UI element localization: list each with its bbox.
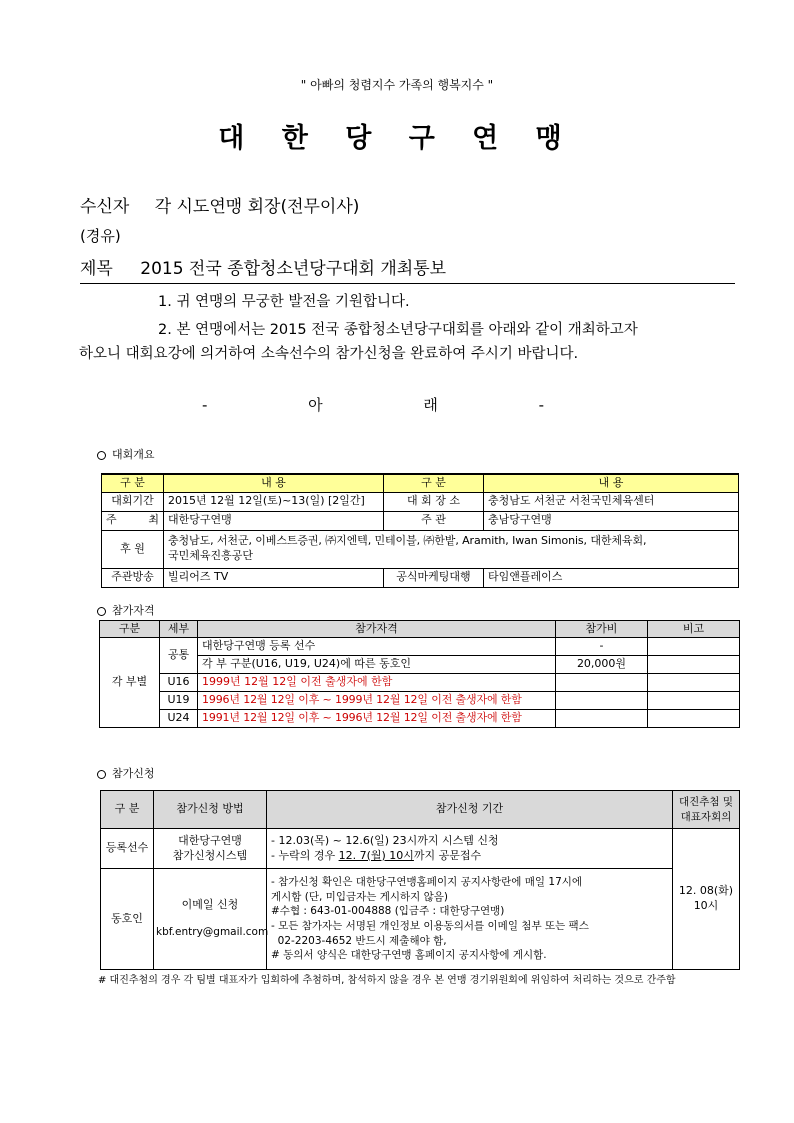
overview-section-label xyxy=(97,446,155,462)
amateur-line-4: - 모든 참가자는 서명된 개인정보 이용동의서를 이메일 첨부 또는 팩스 xyxy=(271,920,589,932)
application-header-period: 참가신청 기간 xyxy=(267,791,673,829)
eligibility-label: 참가자격 xyxy=(112,604,155,617)
common-row-1-note xyxy=(648,638,740,656)
u19-note xyxy=(648,692,740,710)
common-row-1-fee: - xyxy=(556,638,648,656)
circle-bullet-icon xyxy=(97,770,106,779)
sponsor-line-2: 국민체육진흥공단 xyxy=(168,549,254,562)
application-section-label xyxy=(97,765,155,781)
u24-qualification: 1991년 12월 12일 이후 ~ 1996년 12월 12일 이전 출생자에 한함 xyxy=(198,710,556,728)
subject-line xyxy=(80,254,735,284)
eligibility-header-fee: 참가비 xyxy=(556,621,648,638)
overview-label: 대회개요 xyxy=(112,448,155,461)
paragraph-1: 1. 귀 연맹의 무궁한 발전을 기원합니다. xyxy=(158,294,410,310)
registered-period-line-1: - 12.03(목) ~ 12.6(일) 23시까지 시스템 신청 xyxy=(271,833,499,847)
amateur-line-6: # 동의서 양식은 대한당구연맹 홈페이지 공지사항에 게시함. xyxy=(271,949,547,962)
registered-method xyxy=(154,829,267,869)
common-row-2-fee: 20,000원 xyxy=(556,656,648,674)
u19-label: U19 xyxy=(160,692,198,710)
via-line: (경유) xyxy=(80,227,121,245)
marketing-value: 타임앤플레이스 xyxy=(484,568,739,587)
u16-label: U16 xyxy=(160,674,198,692)
amateur-period xyxy=(267,869,673,970)
registered-period-prefix: - 누락의 경우 xyxy=(271,848,339,862)
eligibility-header-category: 구분 xyxy=(100,621,160,638)
footnote: # 대진추첨의 경우 각 팀별 대표자가 입회하에 추첨하며, 참석하지 않을 경우 본 연맹 경기위원회에 위임하여 처리하는 것으로 간주함 xyxy=(98,975,676,986)
registered-method-line-2: 참가신청시스템 xyxy=(172,848,248,862)
recipient-label: 수신자 xyxy=(80,197,130,217)
common-row-2: 각 부 구분(U16, U19, U24)에 따른 동호인 xyxy=(198,656,556,674)
amateur-line-1: - 참가신청 확인은 대한당구연맹홈페이지 공지사항란에 매일 17시에 xyxy=(271,875,583,888)
registered-period-suffix: 까지 공문접수 xyxy=(413,848,482,862)
amateur-line-5: 02-2203-4652 반드시 제출해야 함, xyxy=(271,934,447,947)
organizer-value: 충남당구연맹 xyxy=(484,511,739,530)
common-row-1: 대한당구연맹 등록 선수 xyxy=(198,638,556,656)
broadcast-label: 주관방송 xyxy=(102,568,164,587)
venue-label: 대 회 장 소 xyxy=(384,492,484,511)
registered-deadline: 12. 7(월) 10시 xyxy=(338,848,414,862)
meeting-time: 10시 xyxy=(693,899,719,912)
overview-header-category: 구 분 xyxy=(102,474,164,492)
registered-label: 등록선수 xyxy=(101,829,154,869)
common-label: 공통 xyxy=(160,638,198,674)
u19-qualification: 1996년 12월 12일 이후 ~ 1999년 12월 12일 이전 출생자에 한함 xyxy=(198,692,556,710)
common-row-2-note xyxy=(648,656,740,674)
application-header-category: 구 분 xyxy=(101,791,154,829)
overview-header-category-2: 구 분 xyxy=(384,474,484,492)
amateur-line-2: 게시함 (단, 미입금자는 게시하지 않음) xyxy=(271,890,449,903)
eligibility-section-label xyxy=(97,602,155,618)
eligibility-header-detail: 세부 xyxy=(160,621,198,638)
application-table xyxy=(100,790,740,970)
host-value: 대한당구연맹 xyxy=(164,511,384,530)
marketing-label: 공식마케팅대행 xyxy=(384,568,484,587)
amateur-method xyxy=(154,869,267,970)
u19-fee xyxy=(556,692,648,710)
amateur-label: 동호인 xyxy=(101,869,154,970)
circle-bullet-icon xyxy=(97,607,106,616)
amateur-method-label: 이메일 신청 xyxy=(181,898,239,912)
amateur-email[interactable]: kbf.entry@gmail.com xyxy=(156,926,269,939)
subject-label: 제목 xyxy=(80,259,113,279)
u24-label: U24 xyxy=(160,710,198,728)
u16-fee xyxy=(556,674,648,692)
application-header-meeting: 대진추첨 및 대표자회의 xyxy=(673,791,740,829)
eligibility-table xyxy=(99,620,740,728)
paragraph-2: 2. 본 연맹에서는 2015 전국 종합청소년당구대회를 아래와 같이 개최하고자 xyxy=(158,322,638,338)
venue-value: 충청남도 서천군 서천국민체육센터 xyxy=(484,492,739,511)
overview-header-content: 내 용 xyxy=(164,474,384,492)
period-value: 2015년 12월 12일(토)~13(일) [2일간] xyxy=(164,492,384,511)
sponsor-value xyxy=(164,530,739,568)
u24-fee xyxy=(556,710,648,728)
slogan: " 아빠의 청렴지수 가족의 행복지수 " xyxy=(300,78,494,92)
paragraph-3: 하오니 대회요강에 의거하여 소속선수의 참가신청을 완료하여 주시기 바랍니다. xyxy=(79,346,579,362)
period-label: 대회기간 xyxy=(102,492,164,511)
organization-title: 대 한 당 구 연 맹 xyxy=(218,123,576,154)
meeting-date: 12. 08(화) xyxy=(678,884,734,898)
eligibility-category: 각 부별 xyxy=(100,638,160,728)
eligibility-header-qualification: 참가자격 xyxy=(198,621,556,638)
u24-note xyxy=(648,710,740,728)
registered-period xyxy=(267,829,673,869)
overview-table xyxy=(101,473,739,588)
recipient-value: 각 시도연맹 회장(전무이사) xyxy=(154,197,360,217)
host-label: 주 최 xyxy=(102,511,164,530)
registered-method-line-1: 대한당구연맹 xyxy=(178,833,242,847)
recipient-line xyxy=(80,192,359,217)
sponsor-line-1: 충청남도, 서천군, 이베스트증권, ㈜지엔텍, 민테이블, ㈜한밭, Aramith, Iwan Simonis, 대한체육회, xyxy=(168,534,647,548)
subject-value: 2015 전국 종합청소년당구대회 개최통보 xyxy=(140,259,447,279)
u16-note xyxy=(648,674,740,692)
overview-header-content-2: 내 용 xyxy=(484,474,739,492)
application-label: 참가신청 xyxy=(112,767,155,780)
application-header-method: 참가신청 방법 xyxy=(154,791,267,829)
registered-period-line-2 xyxy=(271,849,668,864)
sponsor-label: 후 원 xyxy=(102,530,164,568)
organizer-label: 주 관 xyxy=(384,511,484,530)
eligibility-header-note: 비고 xyxy=(648,621,740,638)
u16-qualification: 1999년 12월 12일 이전 출생자에 한함 xyxy=(198,674,556,692)
below-heading: - 아 래 - xyxy=(201,396,593,414)
amateur-line-3: #수협 : 643-01-004888 (입금주 : 대한당구연맹) xyxy=(271,905,505,918)
meeting-cell xyxy=(673,829,740,970)
broadcast-value: 빌리어즈 TV xyxy=(164,568,384,587)
circle-bullet-icon xyxy=(97,451,106,460)
